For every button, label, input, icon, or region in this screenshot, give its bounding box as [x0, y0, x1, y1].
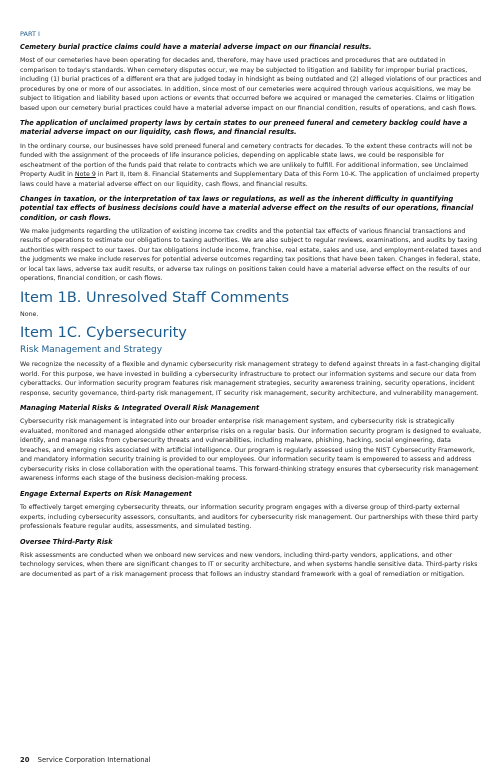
- company-name: Service Corporation International: [37, 756, 151, 764]
- page-number: 20: [20, 756, 30, 764]
- risk-heading-taxation: Changes in taxation, or the interpretation of tax laws or regulations, as well as the inherent difficulty in quantifying potential tax effects of business decisions could have a material adverse effect on the results of our operations, financial condition, or cash flows.: [20, 195, 474, 222]
- risk-heading-cemetery: Cemetery burial practice claims could have a material adverse impact on our financial results.: [20, 43, 372, 51]
- risk-body-cemetery: Most of our cemeteries have been operating for decades and, therefore, may have used practices and procedures that are outdated in comparison to today's standards. When cemetery disputes occur, we may be subjected to litigation and liability for improper burial practices, including (1) burial practices of a different era that are judged today in hindsight as being outdated and (2) alleged violations of our practices and procedures by one or more of our associates. In addition, since most of our cemeteries were acquired through various acquisitions, we may be subject to litigation and liability based upon actions or events that occurred before we acquired or managed the cemeteries. Claims or litigation based upon our cemetery burial practices could have a material adverse impact on our financial condition, results of operations, and cash flows.: [20, 57, 482, 112]
- risk-body-taxation: We make judgments regarding the utilization of existing income tax credits and the potential tax effects of various financial transactions and results of operations to estimate our obligations to taxing authorities. We are also subject to regular reviews, examinations, and audits by taxing authorities with respect to our taxes. Our tax obligations include income, franchise, real estate, sales and use, and employment-related taxes and the judgments we make include reserves for potential adverse outcomes regarding tax positions that have been taken. Changes in federal, state, or local tax laws, adverse tax audit results, or adverse tax rulings on positions taken could have a material adverse effect on the results of our operations, financial condition, or cash flows.: [20, 227, 482, 283]
- page-footer: [20, 756, 151, 764]
- risk-body-unclaimed-property: [20, 142, 482, 190]
- risk-management-subtitle: Risk Management and Strategy: [20, 345, 163, 356]
- managing-risks-heading: Managing Material Risks & Integrated Overall Risk Management: [20, 404, 260, 413]
- part-label: PART I: [20, 30, 40, 38]
- risk-management-body: We recognize the necessity of a flexible and dynamic cybersecurity risk management strategy to defend against threats in a fast-changing digital world. For this purpose, we have invested in building a cybersecurity infrastructure to protect our information systems and secure our data from cyberattacks. Our information security program features risk management strategies, security awareness training, security operations, incident response, security governance, third-party risk management, IT security risk management, security architecture, and vulnerability management.: [20, 361, 481, 397]
- third-party-risk-body: Risk assessments are conducted when we onboard new services and new vendors, including third-party vendors, applications, and other technology services, when there are significant changes to IT or security architecture, and when systems handle sensitive data. Third-party risks are documented as part of a risk management process that follows an industry standard framework with a goal of remediation or mitigation.: [20, 551, 478, 578]
- managing-risks-body: Cybersecurity risk management is integrated into our broader enterprise risk management system, and cybersecurity risk is strategically evaluated, monitored and managed alongside other enterprise risks on a regular basis. Our information security program is designed to evaluate, identify, and manage risks from cybersecurity threats and vulnerabilities, including malware, phishing, hacking, social engineering, data breaches, and emerging risks associated with artificial intelligence. Our program is regularly assessed using the NIST Cybersecurity Framework, and mandatory information security training is provided to our employees. Our information security team is empowered to assess and address cybersecurity risks in close collaboration with the operational teams. This forward-thinking strategy ensures that cybersecurity risk management awareness informs each stage of the business decision-making process.: [20, 418, 482, 483]
- unclaimed-body-part-2: in Part II, Item 8. Financial Statements and Supplementary Data of this Form 10-K. The application of unclaimed property laws could have a material adverse effect on our liquidity, cash flows, and financial results.: [20, 171, 480, 188]
- external-experts-body: To effectively target emerging cybersecurity threats, our information security program engages with a diverse group of third-party external experts, including cybersecurity assessors, consultants, and auditors for cybersecurity risk management. Our partnerships with these third party professionals feature regular audits, assessments, and simulated testing.: [20, 504, 479, 531]
- risk-heading-unclaimed-property: The application of unclaimed property laws by certain states to our preneed funeral and cemetery backlog could have a material adverse impact on our liquidity, cash flows, and financial results.: [20, 119, 468, 137]
- item-1b-title: Item 1B. Unresolved Staff Comments: [20, 289, 290, 306]
- note-9-link[interactable]: Note 9: [74, 171, 96, 179]
- third-party-risk-heading: Oversee Third-Party Risk: [20, 537, 113, 546]
- item-1b-body: None.: [20, 310, 39, 318]
- external-experts-heading: Engage External Experts on Risk Management: [20, 489, 192, 498]
- item-1c-title: Item 1C. Cybersecurity: [20, 325, 187, 342]
- unclaimed-body-part-1: In the ordinary course, our businesses have sold preneed funeral and cemetery contracts for decades. To the extent these contracts will not be funded with the assignment of the proceeds of life insurance policies, depending on applicable state laws, we could be responsible for escheatment of the portion of the funds paid that relate to contracts which we are unlikely to fulfill. For additional information, see Unclaimed Property Audit in: [20, 142, 473, 179]
- document-page: [20, 30, 482, 585]
